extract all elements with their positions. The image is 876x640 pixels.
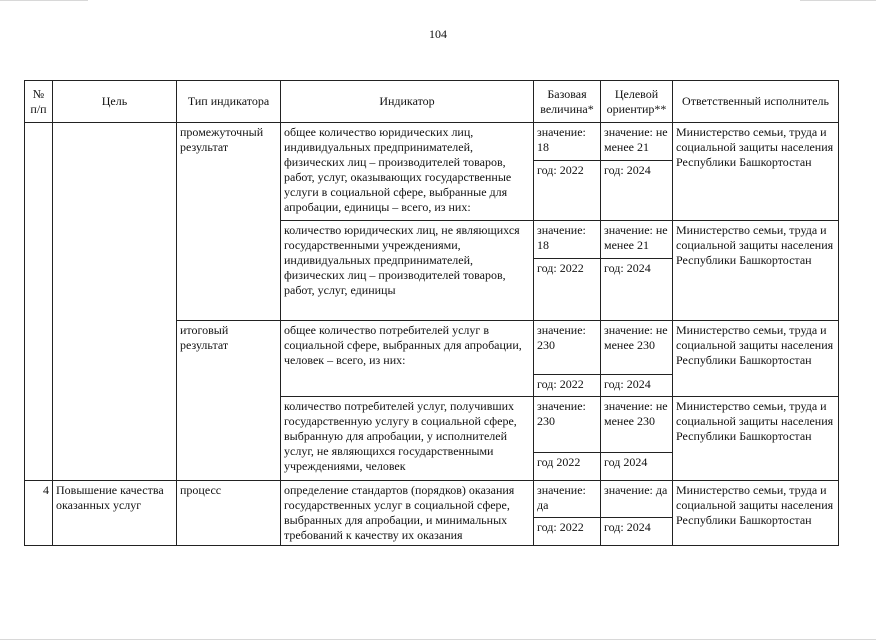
cell-executor: Министерство семьи, труда и социальной защиты населения Республики Башкортостан xyxy=(673,321,839,397)
cell-goal-empty xyxy=(53,123,177,481)
cell-base-year: год: 2022 xyxy=(534,375,601,397)
header-indicator: Индикатор xyxy=(281,81,534,123)
cell-type: итоговый результат xyxy=(177,321,281,481)
cell-base-value: значение: 230 xyxy=(534,397,601,453)
cell-base-value: значение: 230 xyxy=(534,321,601,375)
table-row xyxy=(25,481,839,518)
cell-base-year: год: 2022 xyxy=(534,259,601,321)
cell-target-value: значение: не менее 21 xyxy=(601,221,673,259)
cell-indicator: общее количество юридических лиц, индивидуальных предпринимателей, физических лиц – производителей товаров, работ, услуг, оказывающих государственные услуги в социальной сфере, выбранные для апробации, единицы – всего, из них: xyxy=(281,123,534,221)
cell-executor: Министерство семьи, труда и социальной защиты населения Республики Башкортостан xyxy=(673,481,839,546)
cell-num-empty xyxy=(25,123,53,481)
cell-base-year: год: 2022 xyxy=(534,517,601,545)
cell-target-year: год: 2024 xyxy=(601,375,673,397)
header-base: Базовая величина* xyxy=(534,81,601,123)
cell-num: 4 xyxy=(25,481,53,546)
table-row xyxy=(25,123,839,161)
indicators-table xyxy=(24,80,839,546)
cell-target-value: значение: не менее 230 xyxy=(601,397,673,453)
cell-target-year: год: 2024 xyxy=(601,517,673,545)
header-target: Целевой ориентир** xyxy=(601,81,673,123)
cell-target-value: значение: да xyxy=(601,481,673,518)
cell-type: процесс xyxy=(177,481,281,546)
cell-type: промежуточный результат xyxy=(177,123,281,321)
scan-edge-top-right xyxy=(800,0,876,1)
cell-executor: Министерство семьи, труда и социальной защиты населения Республики Башкортостан xyxy=(673,221,839,321)
cell-base-year: год: 2022 xyxy=(534,161,601,221)
header-executor: Ответственный исполнитель xyxy=(673,81,839,123)
cell-indicator: количество потребителей услуг, получивших государственную услугу в социальной сфере, выбранную для апробации, у исполнителей услуг, не являющихся государственными учреждениями, человек xyxy=(281,397,534,481)
cell-indicator: общее количество потребителей услуг в социальной сфере, выбранных для апробации, человек – всего, из них: xyxy=(281,321,534,397)
cell-executor: Министерство семьи, труда и социальной защиты населения Республики Башкортостан xyxy=(673,397,839,481)
cell-target-year: год: 2024 xyxy=(601,161,673,221)
page-number: 104 xyxy=(429,27,447,41)
cell-target-year: год 2024 xyxy=(601,453,673,481)
header-type: Тип индикатора xyxy=(177,81,281,123)
scan-edge-top-left xyxy=(0,0,88,1)
cell-base-value: значение: да xyxy=(534,481,601,518)
cell-executor: Министерство семьи, труда и социальной защиты населения Республики Башкортостан xyxy=(673,123,839,221)
cell-base-value: значение: 18 xyxy=(534,221,601,259)
cell-base-year: год 2022 xyxy=(534,453,601,481)
table-header-row xyxy=(25,81,839,123)
header-goal: Цель xyxy=(53,81,177,123)
cell-base-value: значение: 18 xyxy=(534,123,601,161)
header-num: № п/п xyxy=(25,81,53,123)
cell-goal: Повышение качества оказанных услуг xyxy=(53,481,177,546)
cell-target-value: значение: не менее 21 xyxy=(601,123,673,161)
cell-target-value: значение: не менее 230 xyxy=(601,321,673,375)
cell-indicator: количество юридических лиц, не являющихся государственными учреждениями, индивидуальных предпринимателей, физических лиц – производителей товаров, работ, услуг, единицы xyxy=(281,221,534,321)
cell-indicator: определение стандартов (порядков) оказания государственных услуг в социальной сфере, выбранных для апробации, и минимальных требований к качеству их оказания xyxy=(281,481,534,546)
cell-target-year: год: 2024 xyxy=(601,259,673,321)
